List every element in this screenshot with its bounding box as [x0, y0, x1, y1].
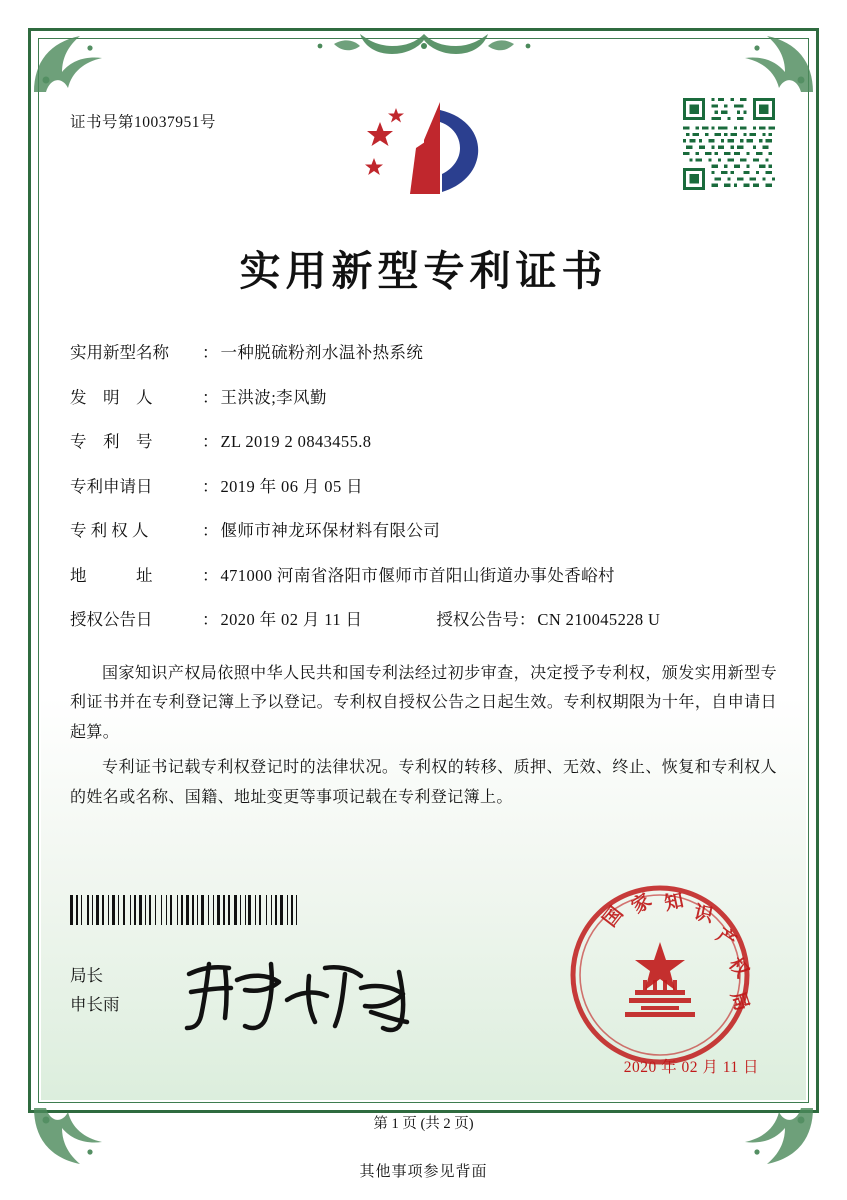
- barcode-bar: [181, 895, 183, 925]
- page-title: 实用新型专利证书: [239, 247, 608, 295]
- barcode-bar: [199, 895, 200, 925]
- barcode-bar: [168, 895, 169, 925]
- barcode-bar: [213, 895, 214, 925]
- barcode-bar: [275, 895, 277, 925]
- barcode-bar: [123, 895, 125, 925]
- barcode-bar: [155, 895, 156, 925]
- barcode-bar: [94, 895, 96, 925]
- field-colon: ：: [202, 387, 219, 407]
- field-colon: ：: [202, 521, 219, 540]
- barcode-bar: [79, 895, 80, 925]
- barcode-bar: [197, 895, 198, 925]
- barcode-bar: [132, 895, 133, 925]
- barcode-bar: [179, 895, 180, 925]
- barcode-bar: [284, 895, 286, 925]
- barcode-bar: [231, 895, 233, 925]
- field-label: 专 利 号: [70, 432, 153, 451]
- barcode-bar: [161, 895, 162, 925]
- barcode-bar: [240, 895, 241, 925]
- barcode-bar: [257, 895, 258, 925]
- barcode-bar: [221, 895, 222, 925]
- barcode-bar: [126, 895, 129, 925]
- barcode-bar: [215, 895, 216, 925]
- barcode-bar: [102, 895, 104, 925]
- barcode-bar: [271, 895, 272, 925]
- certificate-content: [70, 80, 777, 812]
- field-label: 地 址: [70, 565, 153, 585]
- barcode-bar: [177, 895, 178, 925]
- barcode-bar: [105, 895, 107, 925]
- barcode-bar: [116, 895, 117, 925]
- barcode-bar: [92, 895, 93, 925]
- field-value: 471000 河南省洛阳市偃师市首阳山街道办事处香峪村: [220, 565, 615, 585]
- barcode-bar: [163, 895, 165, 925]
- field-value: ZL 2019 2 0843455.8: [220, 432, 372, 451]
- field-list: [70, 345, 777, 629]
- svg-text:权: 权: [724, 953, 754, 983]
- top-ornament-icon: [274, 30, 574, 64]
- barcode-bar: [246, 895, 247, 925]
- field-label: 授权公告日: [70, 610, 153, 629]
- field-label: 授权公告号: [436, 610, 519, 629]
- barcode-bar: [226, 895, 227, 925]
- barcode-bar: [186, 895, 189, 925]
- barcode-bar: [130, 895, 131, 925]
- director-label: 局长: [70, 966, 103, 985]
- field-application-date: [70, 476, 777, 496]
- barcode-bar: [228, 895, 230, 925]
- barcode-bar: [242, 895, 244, 925]
- barcode-bar: [149, 895, 151, 925]
- svg-text:局: 局: [726, 988, 754, 1014]
- field-value: 2020 年 02 月 11 日: [220, 610, 363, 629]
- legal-paragraph-2: 专利证书记载专利权登记时的法律状况。专利权的转移、质押、无效、终止、恢复和专利权人的姓名或名称、国籍、地址变更等事项记载在专利登记簿上。: [70, 759, 777, 806]
- barcode-bar: [268, 895, 270, 925]
- svg-text:家: 家: [627, 889, 656, 919]
- barcode-bar: [139, 895, 142, 925]
- barcode-bar: [70, 895, 73, 925]
- barcode-bar: [96, 895, 99, 925]
- field-value: 2019 年 06 月 05 日: [220, 476, 364, 496]
- field-value: 王洪波;李风勤: [220, 387, 327, 407]
- field-label: 专利申请日: [70, 476, 153, 496]
- barcode-bar: [87, 895, 89, 925]
- barcode-bar: [120, 895, 122, 925]
- field-colon: ：: [202, 565, 219, 585]
- barcode-bar: [245, 895, 246, 925]
- barcode-bar: [259, 895, 261, 925]
- barcode-bar: [280, 895, 283, 925]
- barcode-bar: [273, 895, 274, 925]
- barcode-bar: [278, 895, 279, 925]
- barcode-bar: [152, 895, 154, 925]
- barcode-bar: [296, 895, 297, 925]
- footer-note: 其他事项参见背面: [359, 1164, 488, 1180]
- field-colon: ：: [202, 343, 219, 362]
- barcode-bar: [112, 895, 115, 925]
- barcode-bar: [90, 895, 91, 925]
- svg-text:识: 识: [691, 901, 716, 927]
- field-grant-announcement: [70, 612, 777, 629]
- barcode-bar: [248, 895, 251, 925]
- barcode-bar: [145, 895, 146, 925]
- barcode-bar: [208, 895, 209, 925]
- barcode-bar: [76, 895, 78, 925]
- svg-text:产: 产: [712, 923, 741, 953]
- barcode: [70, 895, 302, 925]
- barcode-bar: [252, 895, 254, 925]
- certificate-number: 证书号第10037951号: [70, 114, 217, 131]
- barcode-bar: [134, 895, 136, 925]
- field-colon: ：: [202, 610, 219, 629]
- field-label: 发 明 人: [70, 387, 153, 407]
- barcode-bar: [266, 895, 267, 925]
- barcode-bar: [108, 895, 109, 925]
- barcode-bar: [287, 895, 288, 925]
- field-patent-number: [70, 434, 777, 451]
- barcode-bar: [173, 895, 176, 925]
- barcode-bar: [81, 895, 82, 925]
- barcode-bar: [205, 895, 207, 925]
- barcode-bar: [118, 895, 119, 925]
- field-label: 实用新型名称: [70, 343, 169, 362]
- barcode-bar: [100, 895, 101, 925]
- barcode-bar: [143, 895, 145, 925]
- svg-text:知: 知: [662, 889, 686, 915]
- field-value: 偃师市神龙环保材料有限公司: [220, 521, 441, 540]
- barcode-bar: [255, 895, 256, 925]
- barcode-bar: [137, 895, 138, 925]
- field-value: 一种脱硫粉剂水温补热系统: [220, 343, 424, 362]
- barcode-bar: [157, 895, 160, 925]
- field-colon: ：: [518, 610, 536, 629]
- barcode-bar: [298, 895, 301, 925]
- barcode-bar: [201, 895, 204, 925]
- barcode-bar: [294, 895, 296, 925]
- field-grant-announcement-number: [436, 612, 660, 629]
- barcode-bar: [289, 895, 290, 925]
- field-colon: ：: [202, 476, 219, 496]
- barcode-bar: [217, 895, 220, 925]
- field-utility-model-name: [70, 345, 777, 362]
- barcode-bar: [210, 895, 212, 925]
- barcode-bar: [74, 895, 75, 925]
- svg-text:国: 国: [598, 902, 628, 932]
- official-red-seal-icon: [565, 880, 755, 1070]
- barcode-bar: [192, 895, 194, 925]
- barcode-bar: [238, 895, 239, 925]
- barcode-bar: [223, 895, 225, 925]
- barcode-bar: [195, 895, 197, 925]
- barcode-bar: [147, 895, 148, 925]
- barcode-bar: [234, 895, 237, 925]
- field-colon: ：: [202, 432, 219, 451]
- barcode-bar: [291, 895, 293, 925]
- field-patentee: [70, 523, 777, 540]
- legal-paragraph-1: 国家知识产权局依照中华人民共和国专利法经过初步审查，决定授予专利权，颁发实用新型专利证书并在专利登记簿上予以登记。专利权自授权公告之日起生效。专利权期限为十年，自申请日起算。: [70, 664, 777, 741]
- field-label: 专 利 权 人: [70, 521, 149, 540]
- page-number: 第 1 页 (共 2 页): [373, 1116, 474, 1132]
- barcode-bar: [166, 895, 167, 925]
- field-inventor: [70, 387, 777, 407]
- barcode-bar: [184, 895, 185, 925]
- barcode-bar: [83, 895, 86, 925]
- barcode-bar: [262, 895, 265, 925]
- signature-block: [70, 962, 120, 1020]
- barcode-bar: [110, 895, 111, 925]
- field-address: [70, 565, 777, 585]
- seal-date: 2020 年 02 月 11 日: [623, 1059, 759, 1076]
- barcode-bar: [170, 895, 172, 925]
- field-value: CN 210045228 U: [537, 610, 661, 629]
- director-name: 申长雨: [70, 994, 120, 1014]
- barcode-bar: [190, 895, 191, 925]
- handwritten-signature-icon: [175, 950, 435, 1036]
